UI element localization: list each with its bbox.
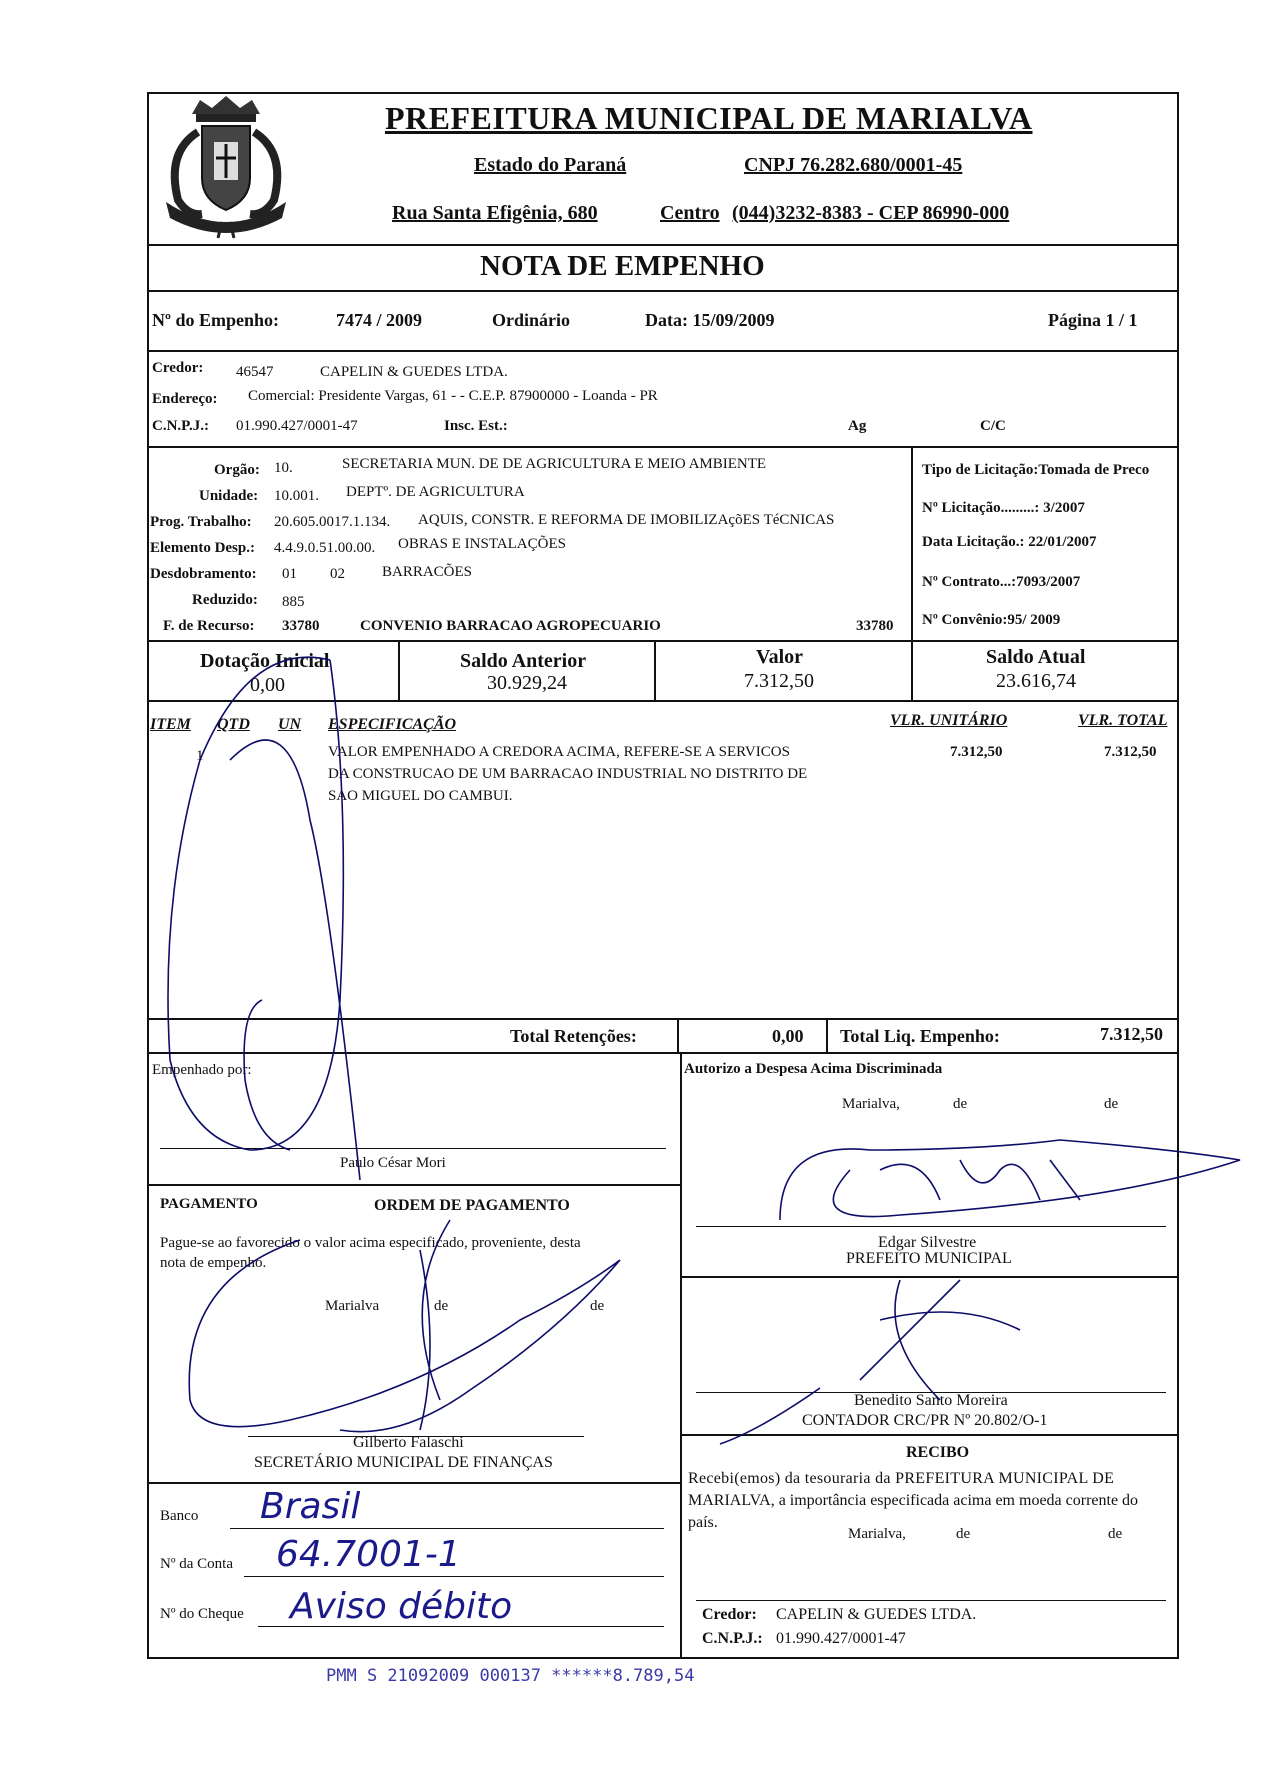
recibo-cnpj-value: 01.990.427/0001-47 [776,1630,906,1647]
banco-label: Banco [160,1508,199,1524]
elemento-name: OBRAS E INSTALAÇÕES [398,536,566,552]
prefeito-title: PREFEITO MUNICIPAL [846,1250,1012,1267]
dotacao-value: 0,00 [250,674,285,696]
recibo-marialva: Marialva, [848,1526,906,1542]
cheque-label: Nº do Cheque [160,1606,244,1622]
ag-label: Ag [848,418,867,434]
cnpj-value: 01.990.427/0001-47 [236,418,358,434]
desdobramento-name: BARRACÕES [382,564,473,580]
recibo-text-2: MARIALVA, a importância especificada acima em moeda corrente do [688,1492,1139,1509]
numero-licitacao: Nº Licitação.........: 3/2007 [922,500,1085,516]
retencoes-label: Total Retenções: [510,1026,637,1046]
empenho-label: Nº do Empenho: [152,310,279,330]
recibo-title: RECIBO [906,1444,970,1461]
recurso-name: CONVENIO BARRACAO AGROPECUARIO [360,618,661,634]
tipo-licitacao: Tipo de Licitação:Tomada de Preco [922,462,1150,478]
ordem-pagamento-label: ORDEM DE PAGAMENTO [374,1197,570,1214]
credor-name: CAPELIN & GUEDES LTDA. [320,364,508,380]
recurso-label: F. de Recurso: [163,618,255,634]
municipality-title: PREFEITURA MUNICIPAL DE MARIALVA [385,100,1033,136]
recibo-de-1: de [956,1526,971,1542]
item-spec-line-2: DA CONSTRUCAO DE UM BARRACAO INDUSTRIAL NO DISTRITO DE [328,766,808,782]
col-vlr-total: VLR. TOTAL [1078,712,1168,729]
orgao-label: Orgão: [214,462,260,478]
credor-label: Credor: [152,360,204,376]
data-licitacao: Data Licitação.: 22/01/2007 [922,534,1097,550]
header-cnpj: CNPJ 76.282.680/0001-45 [744,154,963,176]
reduzido-label: Reduzido: [192,592,258,608]
col-item: ITEM [150,716,191,733]
insc-label: Insc. Est.: [444,418,508,434]
desdobramento-b: 02 [330,566,345,582]
valor-label: Valor [756,646,804,668]
endereco-label: Endereço: [152,391,218,407]
retencoes-value: 0,00 [772,1026,804,1046]
saldo-anterior-value: 30.929,24 [487,672,567,694]
recurso-code-2: 33780 [856,618,894,634]
secretario-title: SECRETÁRIO MUNICIPAL DE FINANÇAS [254,1454,553,1471]
ordem-text-1: Pague-se ao favorecido o valor acima especificado, proveniente, desta [160,1235,581,1251]
header-street: Rua Santa Efigênia, 680 [392,202,598,224]
cc-label: C/C [980,418,1006,434]
header-district: Centro [660,202,720,224]
page-number: Página 1 / 1 [1048,310,1138,330]
recibo-text-3: país. [688,1514,718,1531]
recibo-text-1: Recebi(emos) da tesouraria da PREFEITURA MUNICIPAL DE [688,1470,1115,1487]
dotacao-label: Dotação Inicial [200,650,330,672]
empenho-date: Data: 15/09/2009 [645,310,775,330]
autorizo-marialva: Marialva, [842,1096,900,1112]
cheque-handwritten: Aviso débito [290,1586,513,1627]
authentication-stamp: PMM S 21092009 000137 ******8.789,54 [326,1666,695,1686]
contador-title: CONTADOR CRC/PR Nº 20.802/O-1 [802,1412,1048,1429]
empenhado-por-name: Paulo César Mori [340,1155,446,1171]
col-un: UN [278,716,302,733]
elemento-code: 4.4.9.0.51.00.00. [274,540,376,556]
desdobramento-a: 01 [282,566,297,582]
prefeito-name: Edgar Silvestre [878,1234,977,1251]
numero-convenio: Nº Convênio:95/ 2009 [922,612,1061,628]
recibo-cnpj-label: C.N.P.J.: [702,1630,763,1647]
conta-handwritten: 64.7001-1 [276,1534,461,1575]
item-total-value: 7.312,50 [1104,744,1157,760]
valor-value: 7.312,50 [744,670,814,692]
desdobramento-label: Desdobramento: [150,566,257,582]
cnpj-label: C.N.P.J.: [152,418,209,434]
coat-of-arms-icon [152,92,300,242]
credor-code: 46547 [236,364,274,380]
recurso-code: 33780 [282,618,320,634]
autorizo-de-1: de [953,1096,968,1112]
endereco-value: Comercial: Presidente Vargas, 61 - - C.E.P. 87900000 - Loanda - PR [248,388,658,404]
saldo-atual-label: Saldo Atual [986,646,1086,668]
ordem-de-2: de [590,1298,605,1314]
saldo-anterior-label: Saldo Anterior [460,650,587,672]
item-number: 1 [196,748,204,764]
autorizo-de-2: de [1104,1096,1119,1112]
total-liq-label: Total Liq. Empenho: [840,1026,1000,1046]
pagamento-label: PAGAMENTO [160,1196,258,1212]
banco-handwritten: Brasil [260,1486,361,1527]
unidade-label: Unidade: [199,488,259,504]
empenho-type: Ordinário [492,310,571,330]
header-phone-cep: (044)3232-8383 - CEP 86990-000 [732,202,1010,224]
elemento-label: Elemento Desp.: [150,540,255,556]
empenho-number: 7474 / 2009 [336,310,423,330]
prog-code: 20.605.0017.1.134. [274,514,391,530]
orgao-name: SECRETARIA MUN. DE DE AGRICULTURA E MEIO AMBIENTE [342,456,767,472]
item-spec-line-1: VALOR EMPENHADO A CREDORA ACIMA, REFERE-SE A SERVICOS [328,744,790,760]
secretario-name: Gilberto Falaschi [353,1434,464,1451]
empenhado-por-label: Empenhado por: [152,1062,252,1078]
saldo-atual-value: 23.616,74 [996,670,1076,692]
ordem-de-1: de [434,1298,449,1314]
prog-name: AQUIS, CONSTR. E REFORMA DE IMOBILIZAçõES TéCNICAS [418,512,835,528]
ordem-text-2: nota de empenho. [160,1255,267,1271]
document-title: NOTA DE EMPENHO [480,250,765,282]
recibo-credor-label: Credor: [702,1606,757,1623]
contador-name: Benedito Santo Moreira [854,1392,1008,1409]
prog-label: Prog. Trabalho: [150,514,252,530]
item-spec-line-3: SAO MIGUEL DO CAMBUI. [328,788,513,804]
col-especificacao: ESPECIFICAÇÃO [328,716,457,733]
recibo-credor-name: CAPELIN & GUEDES LTDA. [776,1606,977,1623]
recibo-de-2: de [1108,1526,1123,1542]
col-vlr-unitario: VLR. UNITÁRIO [890,712,1008,729]
unidade-name: DEPTº. DE AGRICULTURA [346,484,525,500]
orgao-code: 10. [274,460,293,476]
autorizo-label: Autorizo a Despesa Acima Discriminada [684,1061,943,1077]
reduzido-value: 885 [282,594,305,610]
numero-contrato: Nº Contrato...:7093/2007 [922,574,1081,590]
ordem-marialva: Marialva [325,1298,380,1314]
conta-label: Nº da Conta [160,1556,233,1572]
unidade-code: 10.001. [274,488,319,504]
state-label: Estado do Paraná [474,154,627,176]
col-qtd: QTD [217,716,250,733]
item-unit-value: 7.312,50 [950,744,1003,760]
total-liq-value: 7.312,50 [1100,1024,1163,1044]
